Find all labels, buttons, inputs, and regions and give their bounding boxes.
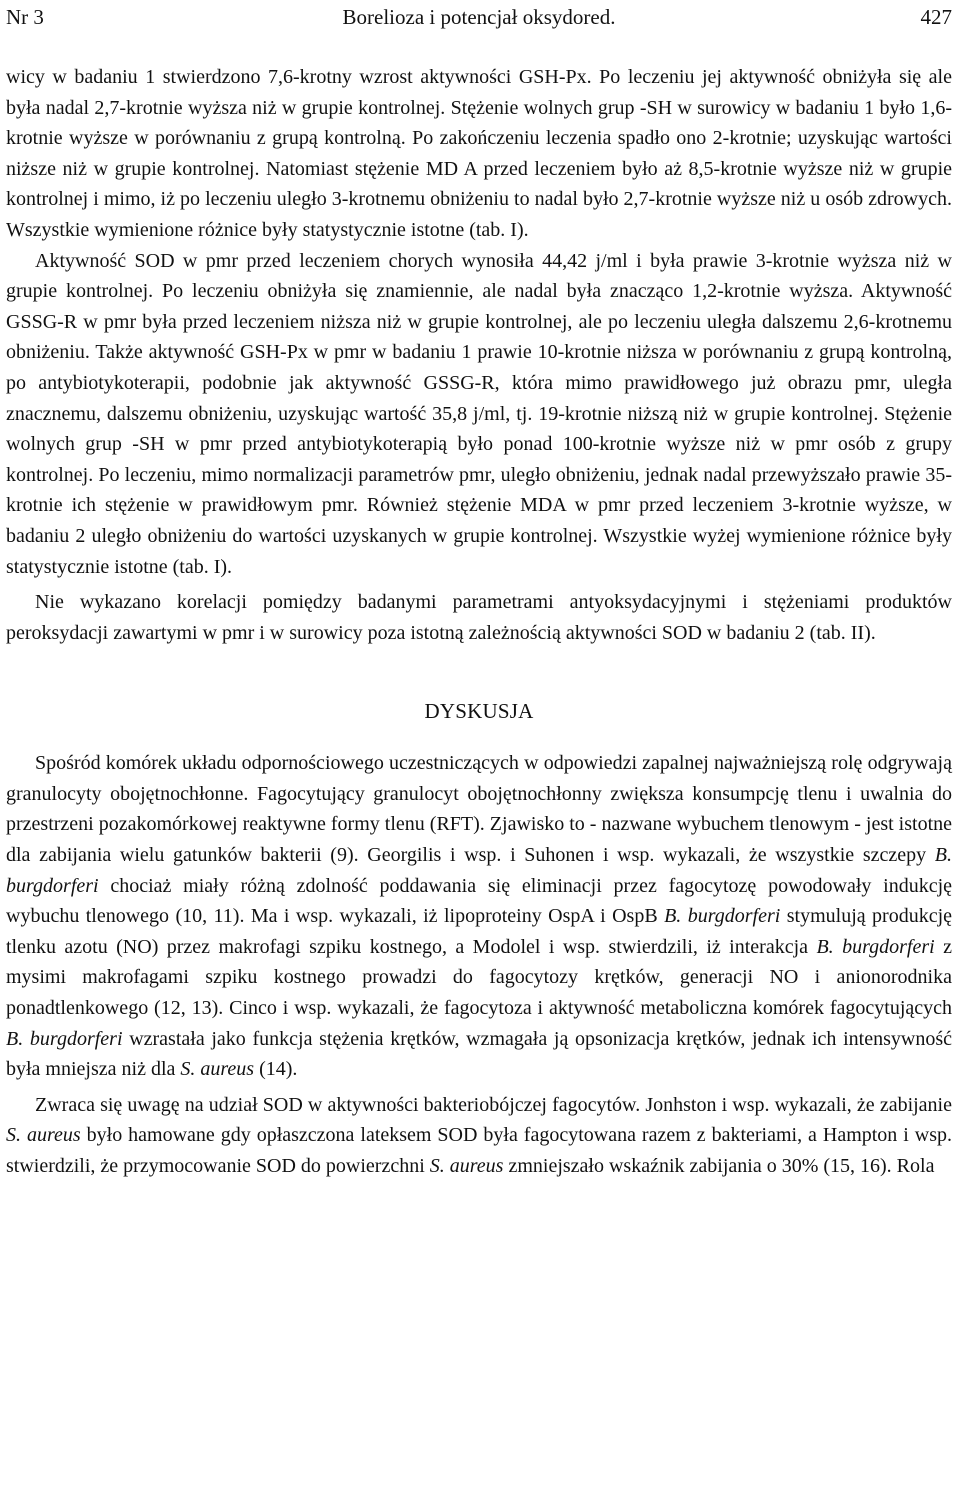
text-run: stymulują produkcję tlenku azotu (NO) przez makrofagi szpiku kostnego, a Modolel i wsp. stwierdzili, iż interakcja	[6, 905, 953, 958]
text-run: (14).	[259, 1058, 298, 1081]
document-page	[6, 0, 952, 1182]
discussion-paragraph-2	[6, 1090, 952, 1182]
text-run: wzrastała jako funkcja stężenia krętków, wzmagała ją opsonizacja krętków, jednak ich intensywność była mniejsza niż dla	[6, 1027, 952, 1081]
text-run: Spośród komórek układu odpornościowego uczestniczących w odpowiedzi zapalnej najważniejszą rolę odgrywają granulocyty obojętnochłonne. Fagocytujący granulocyt obojętnochłonny zwiększa konsumpcję tlenu i uwalnia do przestrzeni pozakomórkowej reaktywne formy tlenu (RFT). Zjawisko to - nazwane wybuchem tlenowym - jest istotne dla zabijania wielu gatunków bakterii (9). Georgilis i wsp. i Suhonen i wsp. wykazali, że wszystkie szczepy	[6, 752, 952, 867]
species-name: S. aureus	[180, 1058, 255, 1081]
species-name: S. aureus	[6, 1124, 81, 1147]
text-run: chociaż miały różną zdolność poddawania się eliminacji przez fagocytozę powodowały indukcję wybuchu tlenowego (10, 11). Ma i wsp. wykazali, iż lipoproteiny OspA i OspB	[6, 874, 952, 928]
species-name: B. burgdorferi	[664, 905, 781, 928]
results-paragraph-3: Nie wykazano korelacji pomiędzy badanymi parametrami antyoksydacyjnymi i stężeniami produktów peroksydacji zawartymi w pmr i w surowicy poza istotną zależnością aktywności SOD w badaniu 2 (tab. II).	[6, 591, 952, 644]
text-run: z mysimi makrofagami szpiku kostnego prowadzi do fagocytozy krętków, generacji NO i anionorodnika ponadtlenkowego (12, 13). Cinco i wsp. wykazali, że fagocytoza i aktywność metaboliczna komórek fagocytujących	[6, 935, 952, 1020]
species-name: B. burgdorferi	[816, 935, 935, 958]
results-paragraph-2: Aktywność SOD w pmr przed leczeniem chorych wynosiła 44,42 j/ml i była prawie 3-krotnie wyższa niż w grupie kontrolnej. Po leczeniu obniżyła się znamiennie, ale nadal była znacząco 1,2-krotnie wyższa. Aktywność GSSG-R w pmr była przed leczeniem niższa niż w grupie kontrolnej, ale po leczeniu uległa dalszemu 2,6-krotnemu obniżeniu. Także aktywność GSH-Px w pmr w badaniu 1 prawie 10-krotnie niższa w porównaniu z grupą kontrolną, po antybiotykoterapii, podobnie jak aktywność GSSG-R, która mimo prawidłowego już obrazu pmr, uległa znacznemu, dalszemu obniżeniu, uzyskując wartość 35,8 j/ml, tj. 19-krotnie niższą niż w grupie kontrolnej. Stężenie wolnych grup -SH w pmr przed antybiotykoterapią było ponad 100-krotnie wyższe niż w pmr osób z grupy kontrolnej. Po leczeniu, mimo normalizacji parametrów pmr, uległo obniżeniu, jednak nadal przewyższało prawie 35-krotnie ich stężenie w prawidłowym pmr. Również stężenie MDA w pmr przed leczeniem 3-krotnie wyższe, w badaniu 2 uległo obniżeniu do wartości uzyskanych w grupie kontrolnej. Wszystkie wyżej wymienione różnice były statystycznie istotne (tab. I).	[6, 249, 952, 578]
text-run: zmniejszało wskaźnik zabijania o 30% (15, 16). Rola	[508, 1155, 935, 1177]
discussion-paragraph-1	[6, 748, 952, 1085]
species-name: B. burgdorferi	[6, 1027, 123, 1050]
section-heading: DYSKUSJA	[424, 699, 534, 724]
journal-issue: Nr 3	[6, 5, 44, 29]
results-paragraph-1: wicy w badaniu 1 stwierdzono 7,6-krotny wzrost aktywności GSH-Px. Po leczeniu jej aktywność obniżyła się ale była nadal 2,7-krotnie wyższa niż w grupie kontrolnej. Stężenie wolnych grup -SH w surowicy w badaniu 1 było 1,6-krotnie wyższe w porównaniu z grupą kontrolną. Po zakończeniu leczenia spadło ono 2-krotnie; uzyskując wartości niższe niż w grupie kontrolnej. Natomiast stężenie MD A przed leczeniem było aż 8,5-krotnie wyższe niż w grupie kontrolnej i mimo, iż po leczeniu uległo 3-krotnemu obniżeniu to nadal było 2,7-krotnie wyższe niż u osób zdrowych. Wszystkie wymienione różnice były statystycznie istotne (tab. I).	[6, 66, 952, 241]
text-run: było hamowane gdy opłaszczona lateksem SOD była fagocytowana razem z bakteriami, a Hampton i wsp. stwierdzili, że przymocowanie SOD do powierzchni	[6, 1124, 953, 1177]
running-header	[6, 0, 952, 32]
body-text	[6, 62, 952, 1182]
running-title: Borelioza i potencjał oksydored.	[342, 5, 616, 29]
species-name: B. burgdorferi	[6, 844, 952, 897]
text-run: Zwraca się uwagę na udział SOD w aktywności bakteriobójczej fagocytów. Jonhston i wsp. wykazali, że zabijanie	[35, 1093, 952, 1116]
page-number: 427	[920, 5, 952, 29]
species-name: S. aureus	[429, 1155, 504, 1177]
